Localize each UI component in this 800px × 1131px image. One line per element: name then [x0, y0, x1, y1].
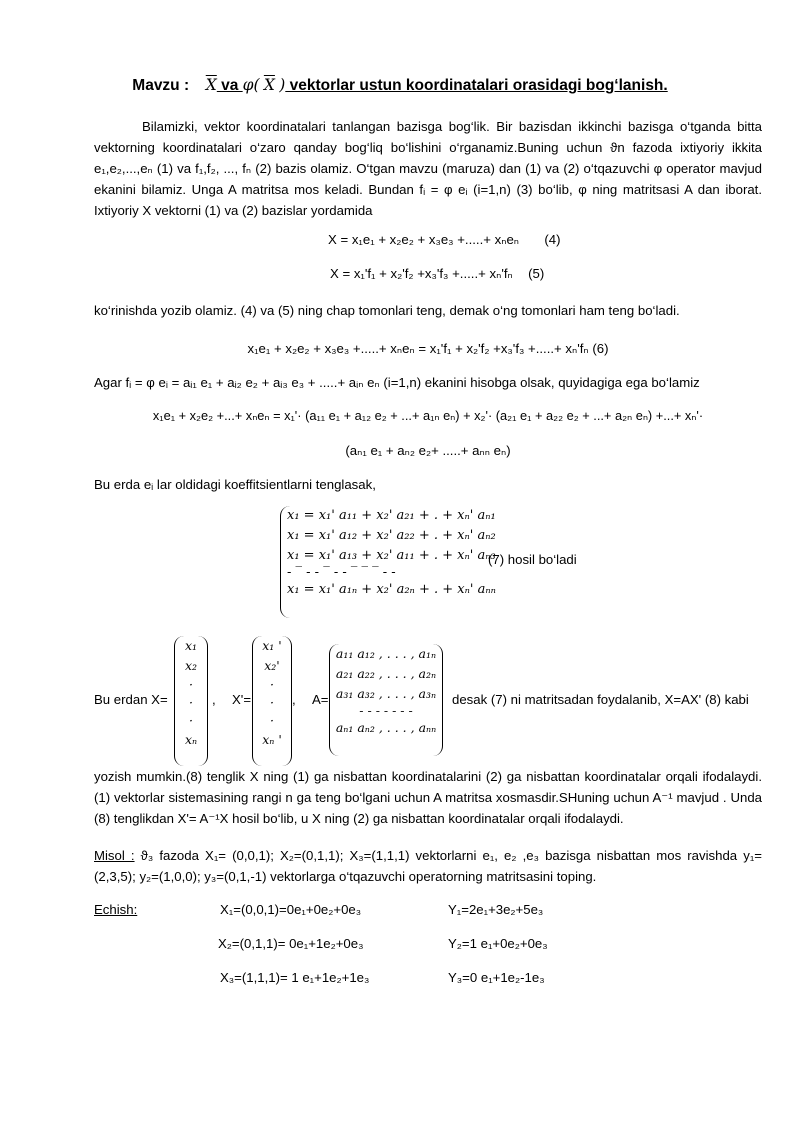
solution-right-3: Y₃=0 e₁+1e₂-1e₃ — [448, 970, 545, 985]
title-vector: X — [205, 76, 217, 94]
solution-left-2: X₂=(0,1,1)= 0e₁+1e₂+0e₃ — [218, 936, 364, 951]
matrix-entry: · — [189, 695, 193, 710]
system-row: x₁ = x₁' a₁₁ + x₂' a₂₁ + . + xₙ' aₙ₁ — [287, 508, 496, 523]
title-prefix: Mavzu : — [132, 77, 190, 94]
comma: , — [292, 692, 296, 707]
matrix-x-prime — [252, 636, 292, 766]
matrix-entry: x₁ ' — [262, 638, 282, 653]
equation-5 — [330, 266, 544, 282]
solution-label: Echish: — [94, 902, 138, 917]
equation-4-number: (4) — [544, 232, 561, 247]
title-va: va — [216, 77, 243, 94]
matrix-row: a₁₁ a₁₂ , . . . , a₁ₙ — [335, 646, 437, 661]
a-label: A= — [312, 692, 329, 707]
matrix-entry: · — [270, 695, 274, 710]
equation-6: x₁e₁ + x₂e₂ + x₃e₃ +.....+ xₙeₙ = x₁'f₁ + x₂'f₂ +x₃'f₃ +.....+ xₙ'fₙ (6) — [247, 341, 609, 356]
system-row: x₁ = x₁' a₁₃ + x₂' a₁₁ + . + xₙ' aₙ₃ — [287, 548, 496, 563]
matrix-row: a₃₁ a₃₂ , . . . , a₃ₙ — [335, 686, 437, 701]
matrix-entry: · — [189, 677, 193, 692]
example-paragraph — [94, 845, 762, 887]
comma: , — [212, 692, 216, 707]
equation-expansion-line2: (aₙ₁ e₁ + aₙ₂ e₂+ .....+ aₙₙ eₙ) — [345, 443, 511, 458]
matrix-row: a₂₁ a₂₂ , . . . , a₂ₙ — [335, 666, 437, 681]
x-prime-label: X'= — [232, 692, 252, 707]
page-title — [0, 76, 800, 95]
paragraph-comparison: ko‘rinishda yozib olamiz. (4) va (5) ning chap tomonlari teng, demak o‘ng tomonlari ham teng bo‘ladi. — [94, 303, 680, 318]
equation-5-number: (5) — [528, 266, 545, 281]
title-phi-vector: X — [263, 76, 275, 94]
paragraph-intro: Bilamizki, vektor koordinatalari tanlangan bazisga bog‘lik. Bir bazisdan ikkinchi bazisga o‘tganda bitta vektorning koordinatalari o‘zaro qanday bog‘liq bo‘lishini o‘rganamiz.Buning uchun ϑn fazoda ixtiyoriy ikkita e₁,e₂,...,eₙ (1) va f₁,f₂, ..., fₙ (2) bazis olamiz. O‘tgan mavzu (maruza) dan (1) va (2) o‘tqazuvchi φ operator mavjud ekanini bilamiz. Unga A matritsa mos keladi. Bundan fᵢ = φ eᵢ (i=1,n) (3) bo‘lib, φ ning matritsasi A dan iborat. Ixtiyoriy X vektorni (1) va (2) bazislar yordamida — [94, 119, 762, 218]
bu-erdan-label: Bu erdan X= — [94, 692, 168, 707]
matrix-row: aₙ₁ aₙ₂ , . . . , aₙₙ — [335, 720, 437, 735]
matrix-a — [329, 644, 443, 756]
matrix-entry: xₙ ' — [262, 732, 282, 747]
matrix-entry: xₙ — [184, 732, 198, 747]
matrix-entry: x₁ — [184, 638, 198, 653]
matrix-tail-text: desak (7) ni matritsadan foydalanib, X=AX' (8) kabi — [452, 692, 749, 707]
matrix-x — [174, 636, 208, 766]
equation-4-text: X = x₁e₁ + x₂e₂ + x₃e₃ +.....+ xₙeₙ — [328, 232, 520, 247]
system-label: (7) hosil bo‘ladi — [488, 552, 577, 567]
paragraph-agar: Agar fᵢ = φ eᵢ = aᵢ₁ e₁ + aᵢ₂ e₂ + aᵢ₃ e₃ + .....+ aᵢₙ eₙ (i=1,n) ekanini hisobga olsak, quyidagiga ega bo‘lamiz — [94, 375, 700, 390]
solution-right-2: Y₂=1 e₁+0e₂+0e₃ — [448, 936, 548, 951]
paragraph-coefficients: Bu erda eᵢ lar oldidagi koeffitsientlarni tenglasak, — [94, 477, 376, 492]
title-rest: vektorlar ustun koordinatalari orasidagi bog‘lanish. — [285, 77, 668, 94]
solution-left-3: X₃=(1,1,1)= 1 e₁+1e₂+1e₃ — [220, 970, 370, 985]
matrix-entry: · — [270, 677, 274, 692]
system-row: x₁ = x₁' a₁₂ + x₂' a₂₂ + . + xₙ' aₙ₂ — [287, 528, 496, 543]
solution-right-1: Y₁=2e₁+3e₂+5e₃ — [448, 902, 544, 917]
matrix-row: - - - - - - - — [359, 703, 413, 718]
matrix-entry: x₂' — [264, 658, 280, 673]
paragraph-conclusion: yozish mumkin.(8) tenglik X ning (1) ga nisbattan koordinatalarini (2) ga nisbattan koordinatalar orqali ifodalaydi.(1) vektorlar sistemasining rangi n ga teng bo‘lgani uchun A matritsa xosmasdir.SHuning uchun A⁻¹ mavjud . Unda (8) tenglikdan X'= A⁻¹X hosil bo‘lib, u X ning (2) ga nisbattan koordinatalar orqali ifodalaydi. — [94, 769, 762, 826]
system-row: x₁ = x₁' a₁ₙ + x₂' a₂ₙ + . + xₙ' aₙₙ — [287, 582, 496, 597]
solution-left-1: X₁=(0,0,1)=0e₁+0e₂+0e₃ — [220, 902, 362, 917]
matrix-entry: · — [189, 713, 193, 728]
equation-5-text: X = x₁'f₁ + x₂'f₂ +x₃'f₃ +.....+ xₙ'fₙ — [330, 266, 513, 281]
title-close: ) — [279, 76, 286, 94]
equation-expansion-line1: x₁e₁ + x₂e₂ +...+ xₙeₙ = x₁'· (a₁₁ e₁ + a₁₂ e₂ + ...+ a₁ₙ eₙ) + x₂'· (a₂₁ e₁ + a₂₂ e₂ + ...+ a₂ₙ eₙ) +...+ xₙ'· — [152, 408, 704, 423]
example-label: Misol : — [94, 848, 135, 863]
matrix-entry: · — [270, 713, 274, 728]
title-phi: φ( — [242, 76, 260, 94]
equation-4 — [328, 232, 561, 248]
matrix-entry: x₂ — [184, 658, 198, 673]
example-text: ϑ₃ fazoda X₁= (0,0,1); X₂=(0,1,1); X₃=(1,1,1) vektorlarni e₁, e₂ ,e₃ bazisga nisbattan mos ravishda y₁=(2,3,5); y₂=(1,0,0); y₃=(0,1,-1) vektorlarga o‘tqazuvchi operatorning matritsasini toping. — [94, 848, 762, 884]
system-row: - ‾ - - ‾ - - ‾ ‾ ‾ - - — [287, 565, 396, 580]
